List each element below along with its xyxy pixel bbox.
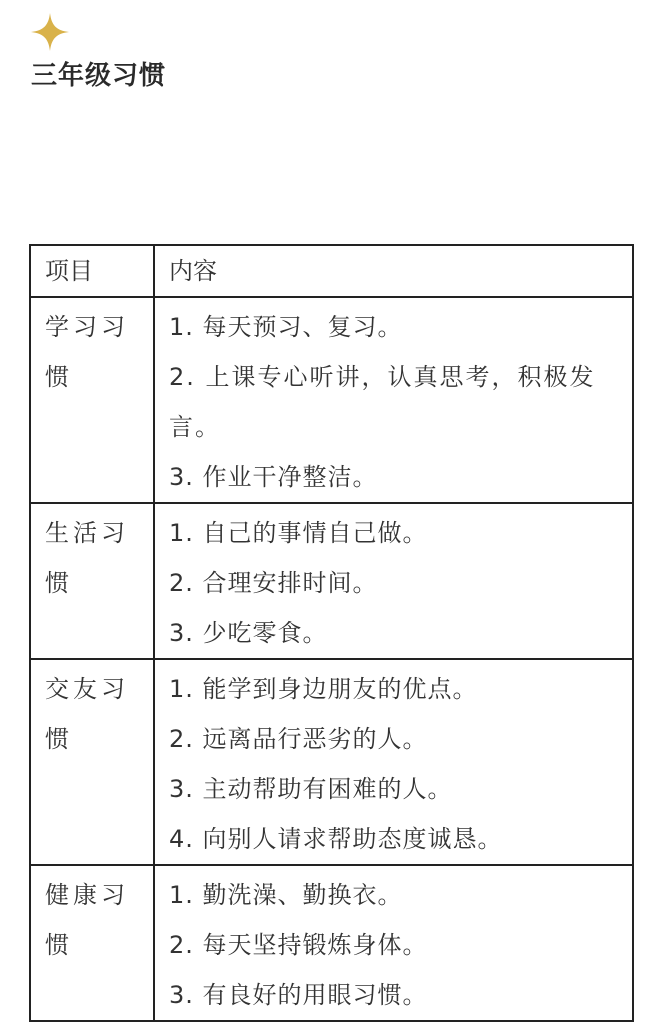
items-cell bbox=[154, 297, 633, 503]
list-item: 3. 主动帮助有困难的人。 bbox=[169, 775, 453, 803]
list-item: 2. 每天坚持锻炼身体。 bbox=[169, 931, 428, 959]
table-row bbox=[30, 503, 633, 659]
category-cell: 交友习惯 bbox=[30, 659, 154, 865]
category-cell: 健康习惯 bbox=[30, 865, 154, 1021]
header-content: 内容 bbox=[154, 245, 633, 297]
items-cell bbox=[154, 659, 633, 865]
table-row bbox=[30, 297, 633, 503]
list-item: 1. 能学到身边朋友的优点。 bbox=[169, 675, 478, 703]
items-cell bbox=[154, 503, 633, 659]
category-cell: 学习习惯 bbox=[30, 297, 154, 503]
list-item: 3. 有良好的用眼习惯。 bbox=[169, 981, 428, 1009]
category-cell: 生活习惯 bbox=[30, 503, 154, 659]
list-item: 3. 少吃零食。 bbox=[169, 619, 328, 647]
items-cell bbox=[154, 865, 633, 1021]
table-header-row bbox=[30, 245, 633, 297]
list-item: 2. 合理安排时间。 bbox=[169, 569, 378, 597]
habits-table bbox=[29, 244, 634, 1022]
list-item: 3. 作业干净整洁。 bbox=[169, 463, 378, 491]
header-item: 项目 bbox=[30, 245, 154, 297]
list-item: 1. 每天预习、复习。 bbox=[169, 313, 403, 341]
sparkle-icon bbox=[30, 12, 70, 52]
list-item: 1. 勤洗澡、勤换衣。 bbox=[169, 881, 403, 909]
list-item: 1. 自己的事情自己做。 bbox=[169, 519, 428, 547]
list-item: 2. 上课专心听讲，认真思考，积极发言。 bbox=[169, 363, 596, 441]
page-title: 三年级习惯 bbox=[31, 61, 167, 91]
table-row bbox=[30, 865, 633, 1021]
list-item: 2. 远离品行恶劣的人。 bbox=[169, 725, 428, 753]
list-item: 4. 向别人请求帮助态度诚恳。 bbox=[169, 825, 503, 853]
table-row bbox=[30, 659, 633, 865]
